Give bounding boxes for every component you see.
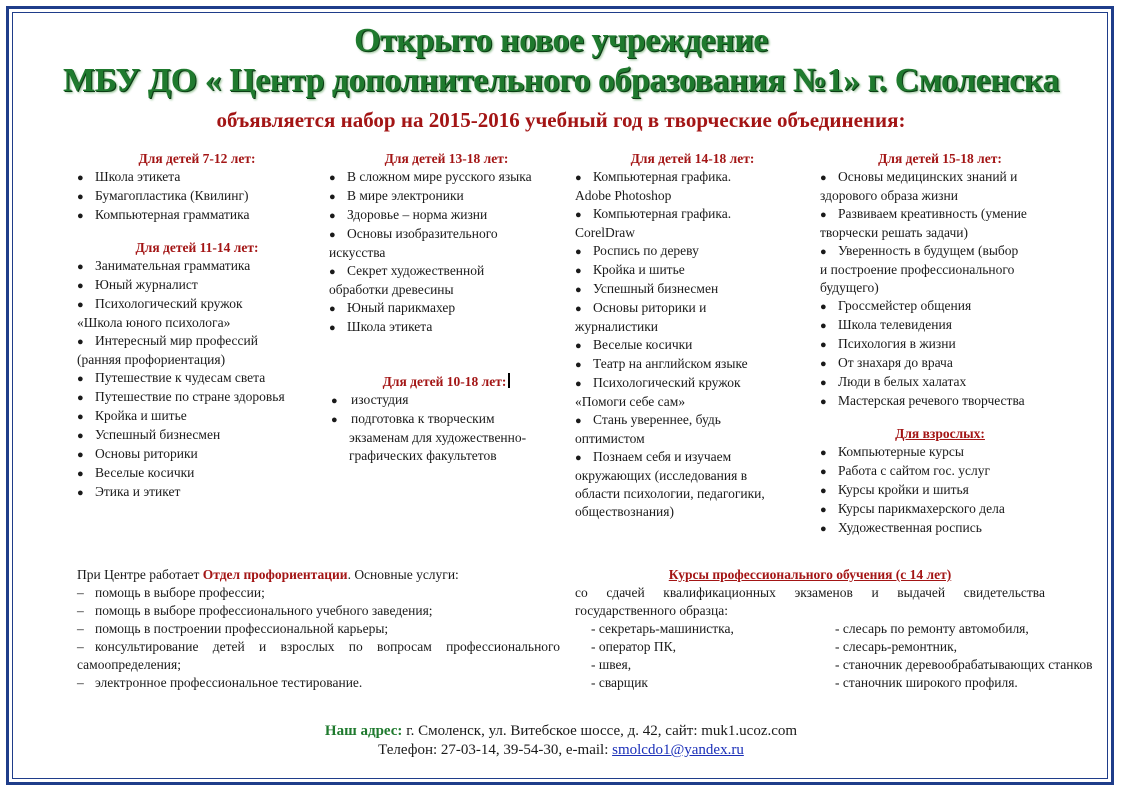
list-item: ● Художественная роспись bbox=[820, 520, 982, 535]
list-item-continuation: оптимистом bbox=[575, 431, 645, 446]
list-item: ● Основы изобразительного bbox=[329, 226, 498, 241]
list-item: ● От знахаря до врача bbox=[820, 355, 953, 370]
list-item: ● Курсы парикмахерского дела bbox=[820, 501, 1005, 516]
list-item: ● Роспись по дереву bbox=[575, 243, 699, 258]
list-item: ● Школа этикета bbox=[329, 319, 433, 334]
list-item-continuation: CorelDraw bbox=[575, 225, 635, 240]
course-item: - слесарь-ремонтник, bbox=[835, 639, 958, 654]
list-item: ● В сложном мире русского языка bbox=[329, 169, 532, 184]
service-item: – помощь в выборе профессии; bbox=[77, 585, 265, 600]
list-item: ● Люди в белых халатах bbox=[820, 374, 967, 389]
list-item-continuation: и построение профессионального bbox=[820, 262, 1015, 277]
list-item: ● Познаем себя и изучаем bbox=[575, 449, 732, 464]
service-item-continuation: самоопределения; bbox=[77, 657, 181, 672]
service-item: – помощь в построении профессиональной карьеры; bbox=[77, 621, 389, 636]
title-line-2: МБУ ДО « Центр дополнительного образования №1» г. Смоленска bbox=[63, 62, 1059, 99]
list-item: ● Компьютерные курсы bbox=[820, 444, 964, 459]
column-2 bbox=[329, 150, 564, 465]
course-item: - слесарь по ремонту автомобиля, bbox=[835, 621, 1029, 636]
list-item: ● Компьютерная графика. bbox=[575, 206, 732, 221]
list-item: ● Школа этикета bbox=[77, 169, 181, 184]
list-item-continuation: Adobe Photoshop bbox=[575, 188, 672, 203]
list-item-continuation: искусства bbox=[329, 245, 386, 260]
courses-section bbox=[575, 566, 1117, 692]
list-item: ● Психологический кружок bbox=[77, 296, 243, 311]
list-item-continuation: будущего) bbox=[820, 280, 879, 295]
service-item: – помощь в выборе профессионального учебного заведения; bbox=[77, 603, 433, 618]
course-item: - станочник деревообрабатывающих станков bbox=[835, 657, 1093, 672]
list-item: ● Психологический кружок bbox=[575, 375, 741, 390]
list-item-continuation: здорового образа жизни bbox=[820, 188, 958, 203]
list-item-continuation: творчески решать задачи) bbox=[820, 225, 968, 240]
course-item: - сварщик bbox=[591, 675, 648, 690]
list-item: ● Школа телевидения bbox=[820, 317, 952, 332]
list-item: ● Основы медицинских знаний и bbox=[820, 169, 1018, 184]
course-item: - станочник широкого профиля. bbox=[835, 675, 1018, 690]
list-item: ● Гроссмейстер общения bbox=[820, 298, 972, 313]
career-guidance-intro: При Центре работает Отдел профориентации. Основные услуги: bbox=[77, 567, 459, 582]
col4-heading-adults: Для взрослых: bbox=[895, 426, 985, 441]
col1-heading-11-14: Для детей 11-14 лет: bbox=[135, 240, 259, 255]
phone-line: Телефон: 27-03-14, 39-54-30, e-mail: smolcdo1@yandex.ru bbox=[378, 742, 744, 758]
title-line-1: Открыто новое учреждение bbox=[354, 22, 768, 59]
list-item: ● Мастерская речевого творчества bbox=[820, 393, 1025, 408]
list-item-continuation: экзаменам для художественно- bbox=[349, 430, 527, 445]
course-item: - оператор ПК, bbox=[591, 639, 676, 654]
address-line: Наш адрес: г. Смоленск, ул. Витебское шоссе, д. 42, сайт: muk1.ucoz.com bbox=[324, 723, 798, 739]
column-4 bbox=[820, 150, 1060, 538]
text-cursor bbox=[508, 373, 510, 388]
course-item: - швея, bbox=[591, 657, 632, 672]
list-item-continuation: области психологии, педагогики, bbox=[575, 486, 765, 501]
list-item-continuation: окружающих (исследования в bbox=[575, 468, 748, 483]
list-item: ● подготовка к творческим bbox=[331, 411, 495, 426]
list-item: ● Развиваем креативность (умение bbox=[820, 206, 1027, 221]
list-item: ● Компьютерная грамматика bbox=[77, 207, 250, 222]
subtitle: объявляется набор на 2015-2016 учебный год в творческие объединения: bbox=[216, 108, 906, 132]
list-item: ● Юный парикмахер bbox=[329, 300, 456, 315]
career-guidance-section bbox=[77, 566, 560, 692]
list-item: ● Юный журналист bbox=[77, 277, 198, 292]
courses-heading: Курсы профессионального обучения (с 14 лет) bbox=[668, 567, 952, 582]
list-item: ● Здоровье – норма жизни bbox=[329, 207, 488, 222]
service-item: – электронное профессиональное тестирование. bbox=[77, 675, 363, 690]
list-item: ● Уверенность в будущем (выбор bbox=[820, 243, 1019, 258]
courses-list-left bbox=[591, 620, 821, 692]
list-item-continuation: журналистики bbox=[575, 319, 659, 334]
list-item: ● Интересный мир профессий bbox=[77, 333, 258, 348]
col3-heading-14-18: Для детей 14-18 лет: bbox=[630, 151, 755, 166]
list-item-continuation: «Помоги себе сам» bbox=[575, 394, 686, 409]
column-1 bbox=[77, 150, 317, 502]
list-item: ● Психология в жизни bbox=[820, 336, 956, 351]
list-item: ● Работа с сайтом гос. услуг bbox=[820, 463, 991, 478]
list-item: ● Веселые косички bbox=[77, 465, 195, 480]
col2-heading-13-18: Для детей 13-18 лет: bbox=[384, 151, 509, 166]
list-item: ● Успешный бизнесмен bbox=[575, 281, 719, 296]
column-3 bbox=[575, 150, 810, 521]
list-item: ● Кройка и шитье bbox=[77, 408, 187, 423]
list-item: ● Курсы кройки и шитья bbox=[820, 482, 969, 497]
list-item: ● Компьютерная графика. bbox=[575, 169, 732, 184]
list-item: ● Путешествие к чудесам света bbox=[77, 370, 266, 385]
list-item: ● Этика и этикет bbox=[77, 484, 181, 499]
courses-description: со сдачей квалификационных экзаменов и выдачей свидетельства bbox=[575, 585, 1045, 600]
courses-list-right bbox=[835, 620, 1117, 692]
list-item-continuation: графических факультетов bbox=[349, 448, 497, 463]
list-item: ● Успешный бизнесмен bbox=[77, 427, 221, 442]
list-item-continuation: обществознания) bbox=[575, 504, 674, 519]
list-item: ● Стань увереннее, будь bbox=[575, 412, 721, 427]
list-item: ● Веселые косички bbox=[575, 337, 693, 352]
list-item: ● Основы риторики bbox=[77, 446, 198, 461]
course-item: - секретарь-машинистка, bbox=[591, 621, 734, 636]
list-item-continuation: обработки древесины bbox=[329, 282, 454, 297]
col2-heading-10-18: Для детей 10-18 лет: bbox=[329, 373, 564, 391]
col4-heading-15-18: Для детей 15-18 лет: bbox=[878, 151, 1002, 166]
list-item: ● Секрет художественной bbox=[329, 263, 485, 278]
courses-description-2: государственного образца: bbox=[575, 603, 728, 618]
list-item: ● Театр на английском языке bbox=[575, 356, 748, 371]
list-item: ● В мире электроники bbox=[329, 188, 464, 203]
list-item-continuation: «Школа юного психолога» bbox=[77, 315, 231, 330]
list-item: ● изостудия bbox=[331, 392, 409, 407]
col1-heading-7-12: Для детей 7-12 лет: bbox=[138, 151, 256, 166]
list-item: ● Бумагопластика (Квилинг) bbox=[77, 188, 249, 203]
service-item: – консультирование детей и взрослых по вопросам профессионального bbox=[77, 639, 560, 654]
list-item: ● Кройка и шитье bbox=[575, 262, 685, 277]
list-item: ● Основы риторики и bbox=[575, 300, 707, 315]
list-item: ● Занимательная грамматика bbox=[77, 258, 251, 273]
address-block bbox=[0, 722, 1122, 760]
email-link[interactable]: smolcdo1@yandex.ru bbox=[612, 742, 744, 758]
list-item: ● Путешествие по стране здоровья bbox=[77, 389, 285, 404]
list-item-continuation: (ранняя профориентация) bbox=[77, 352, 226, 367]
